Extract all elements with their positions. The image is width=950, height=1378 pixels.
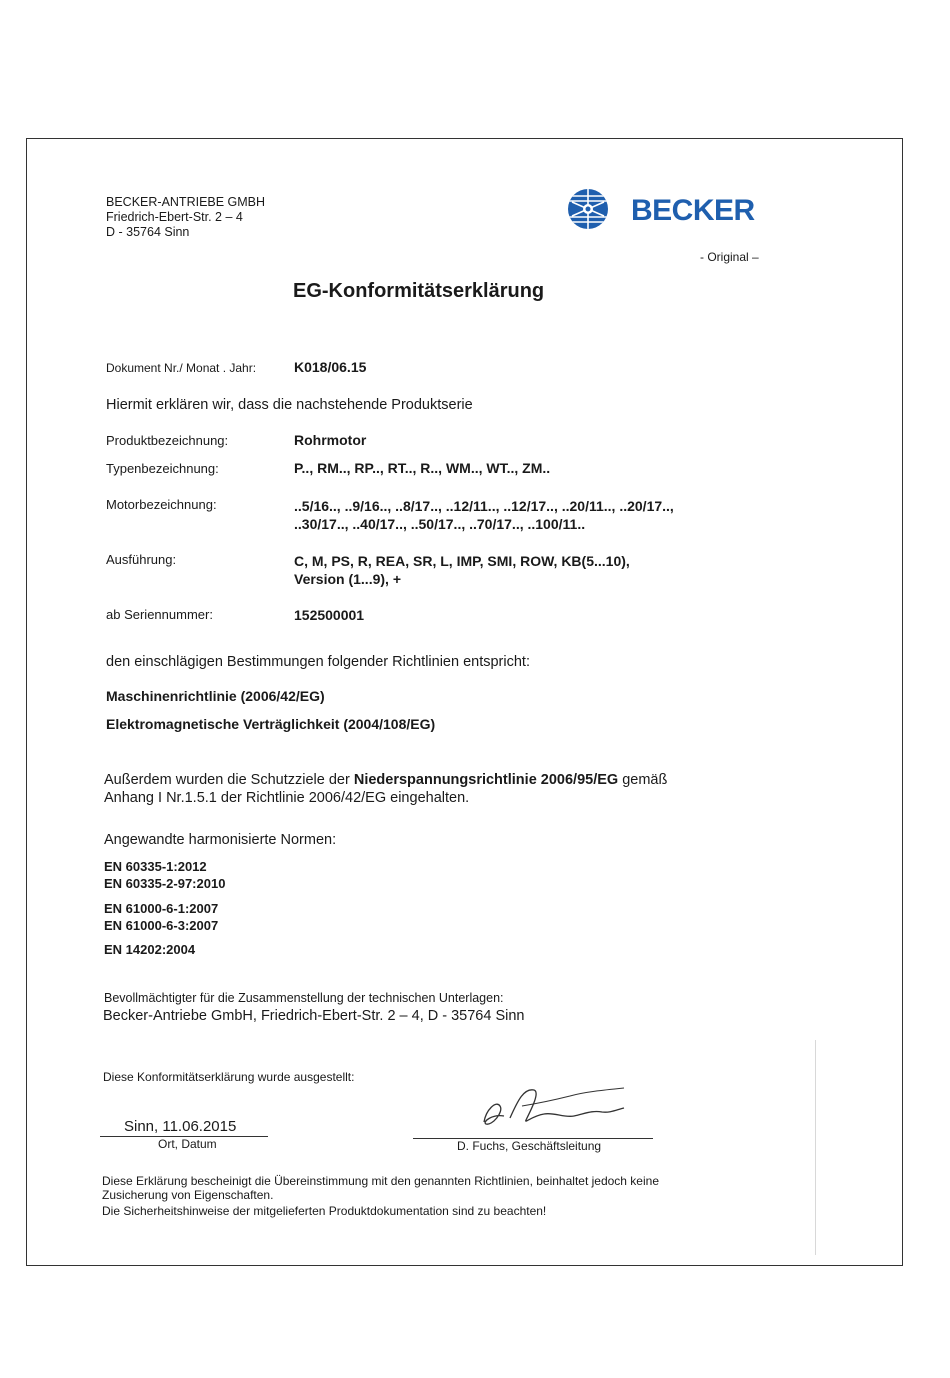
low-voltage-part2: gemäß [618,772,668,788]
motor-value-line1: ..5/16.., ..9/16.., ..8/17.., ..12/11.., ..12/17.., ..20/11.., ..20/17.., [294,498,674,514]
becker-globe-icon [566,187,610,236]
document-value: K018/06.15 [294,359,367,375]
standard-item: EN 60335-1:2012 [104,859,207,874]
serial-label: ab Seriennummer: [106,607,213,622]
standard-item: EN 14202:2004 [104,942,196,957]
company-city: D - 35764 Sinn [106,225,190,239]
authorized-label: Bevollmächtigter für die Zusammenstellung der technischen Unterlagen: [104,991,504,1005]
type-label: Typenbezeichnung: [106,461,219,476]
page-title: EG-Konformitätserklärung [293,280,545,302]
version-value-line1: C, M, PS, R, REA, SR, L, IMP, SMI, ROW, KB(5...10), [294,553,630,569]
disclaimer-line: Die Sicherheitshinweise der mitgelieferten Produktdokumentation sind zu beachten! [102,1204,547,1218]
becker-logo-text: BECKER [631,194,755,227]
type-value: P.., RM.., RP.., RT.., R.., WM.., WT.., ZM.. [294,460,551,476]
motor-label: Motorbezeichnung: [106,497,217,512]
company-street: Friedrich-Ebert-Str. 2 – 4 [106,210,243,224]
standard-item: EN 61000-6-3:2007 [104,918,219,933]
motor-value-line2: ..30/17.., ..40/17.., ..50/17.., ..70/17.., ..100/11.. [294,516,586,532]
serial-value: 152500001 [294,607,365,623]
scan-artifact [815,1040,816,1255]
compliance-intro: den einschlägigen Bestimmungen folgender Richtlinien entspricht: [106,654,530,670]
low-voltage-line1 [104,772,667,788]
directive-machinery: Maschinenrichtlinie (2006/42/EG) [106,688,325,704]
place-date-caption: Ort, Datum [158,1137,217,1151]
standard-item: EN 61000-6-1:2007 [104,901,219,916]
company-address [106,195,265,240]
low-voltage-part1: Außerdem wurden die Schutzziele der [104,772,354,788]
product-value: Rohrmotor [294,432,367,448]
issued-text: Diese Konformitätserklärung wurde ausgestellt: [103,1070,355,1084]
document-label: Dokument Nr./ Monat . Jahr: [106,361,257,375]
disclaimer-line: Zusicherung von Eigenschaften. [102,1188,274,1202]
directive-emc: Elektromagnetische Verträglichkeit (2004/108/EG) [106,716,436,732]
place-date-value: Sinn, 11.06.2015 [124,1118,237,1135]
version-label: Ausführung: [106,552,177,567]
product-label: Produktbezeichnung: [106,433,229,448]
standards-title: Angewandte harmonisierte Normen: [104,832,337,848]
company-name: BECKER-ANTRIEBE GMBH [106,195,266,209]
signature-image [474,1080,634,1145]
intro-text: Hiermit erklären wir, dass die nachstehende Produktserie [106,397,473,413]
version-value-line2: Version (1...9), + [294,571,401,587]
signer-caption: D. Fuchs, Geschäftsleitung [457,1139,602,1153]
authorized-value: Becker-Antriebe GmbH, Friedrich-Ebert-Str. 2 – 4, D - 35764 Sinn [103,1008,525,1024]
disclaimer-line: Diese Erklärung bescheinigt die Übereinstimmung mit den genannten Richtlinien, beinhaltet jedoch keine [102,1174,659,1188]
low-voltage-line2: Anhang I Nr.1.5.1 der Richtlinie 2006/42/EG eingehalten. [104,790,470,806]
original-note: - Original – [700,250,759,264]
standard-item: EN 60335-2-97:2010 [104,876,226,891]
low-voltage-directive: Niederspannungsrichtlinie 2006/95/EG [353,772,619,788]
